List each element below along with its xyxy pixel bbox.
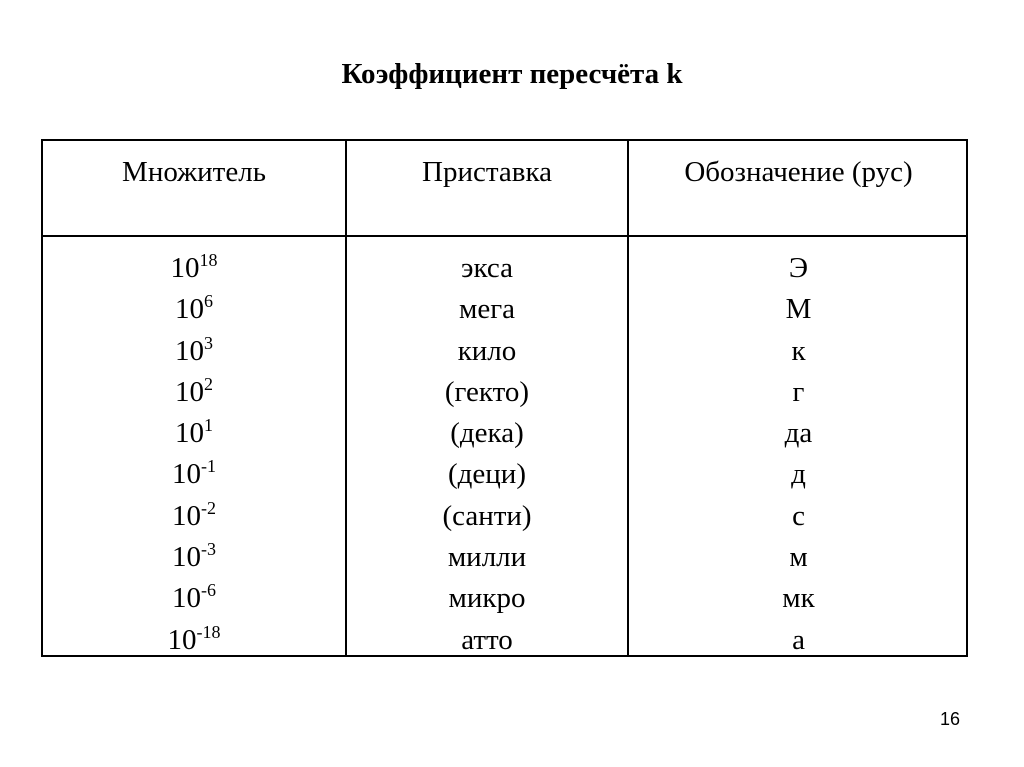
page-number: 16 [939,709,961,729]
prefix-cell: мега [459,293,515,326]
multiplier-base: 10 [175,417,204,450]
multiplier-base: 10 [170,252,200,284]
prefix-table [41,139,968,657]
multiplier-base: 10 [172,541,201,574]
multiplier-exponent: -3 [201,539,216,560]
header-prefix: Приставка [422,156,552,188]
multiplier-cell [43,578,345,619]
multiplier-cell [43,248,345,289]
multiplier-base: 10 [175,375,204,408]
multiplier-exponent: 1 [204,415,213,436]
prefix-cell: (санти) [442,499,532,532]
symbol-column [629,248,968,661]
prefix-cell: кило [457,334,517,367]
prefix-cell: атто [461,623,513,656]
header-divider [43,235,966,237]
prefix-cell: экса [461,252,513,284]
multiplier-exponent: 18 [199,250,218,270]
symbol-cell: да [784,417,813,450]
multiplier-cell [43,289,345,330]
prefix-cell: микро [448,582,526,615]
multiplier-cell [43,496,345,537]
multiplier-exponent: -2 [201,497,216,518]
multiplier-cell [43,454,345,495]
symbol-cell: М [785,293,812,326]
multiplier-exponent: 2 [204,373,213,394]
slide-title: Коэффициент пересчёта k [341,58,683,90]
symbol-cell: Э [788,252,809,284]
symbol-cell: м [789,541,808,574]
header-multiplier: Множитель [122,156,266,188]
multiplier-cell [43,372,345,413]
symbol-cell: г [792,375,805,408]
symbol-cell: к [791,334,806,367]
prefix-column [347,248,627,661]
symbol-cell: а [792,623,805,656]
multiplier-column [43,248,345,661]
multiplier-cell [43,413,345,454]
multiplier-cell [43,331,345,372]
header-symbol: Обозначение (рус) [684,156,913,188]
multiplier-exponent: -1 [201,456,216,477]
multiplier-exponent: 3 [204,332,213,353]
symbol-cell: д [791,458,806,491]
multiplier-exponent: -6 [201,580,216,601]
multiplier-base: 10 [172,582,201,615]
multiplier-base: 10 [172,499,201,532]
symbol-cell: мк [782,582,815,615]
multiplier-cell [43,620,345,661]
multiplier-base: 10 [175,334,204,367]
multiplier-cell [43,537,345,578]
symbol-cell: с [792,499,805,532]
multiplier-exponent: -18 [196,621,221,642]
prefix-cell: (гекто) [444,375,530,408]
multiplier-base: 10 [175,293,204,326]
multiplier-base: 10 [172,458,201,491]
prefix-cell: (деци) [448,458,526,491]
multiplier-base: 10 [167,623,197,656]
multiplier-exponent: 6 [204,291,213,312]
prefix-cell: (дека) [450,417,524,450]
prefix-cell: милли [447,541,527,574]
